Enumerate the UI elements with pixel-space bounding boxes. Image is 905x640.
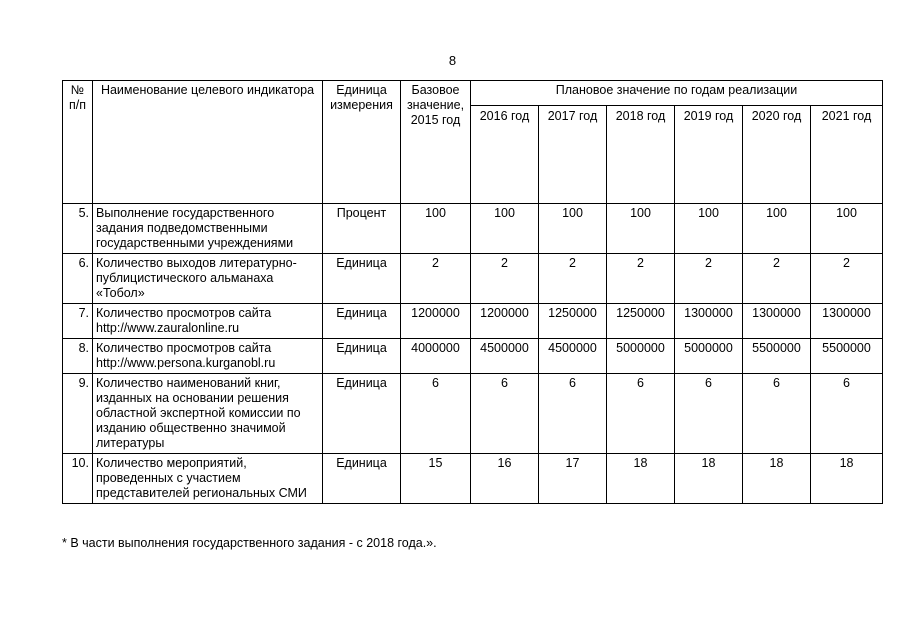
row-value: 2 <box>743 254 811 304</box>
row-name: Количество наименований книг, изданных на основании решения областной экспертной комиссии по изданию общественно значимой литературы <box>93 374 323 454</box>
row-value: 6 <box>539 374 607 454</box>
row-value: 5500000 <box>743 339 811 374</box>
row-base: 2 <box>401 254 471 304</box>
table-row <box>63 339 883 374</box>
row-base: 4000000 <box>401 339 471 374</box>
row-value: 18 <box>743 454 811 504</box>
row-value: 18 <box>811 454 883 504</box>
header-planned: Плановое значение по годам реализации <box>471 81 883 106</box>
header-year: 2021 год <box>811 106 883 204</box>
row-unit: Единица <box>323 339 401 374</box>
row-value: 6 <box>607 374 675 454</box>
row-name: Количество мероприятий, проведенных с участием представителей региональных СМИ <box>93 454 323 504</box>
row-num: 9. <box>63 374 93 454</box>
row-unit: Единица <box>323 454 401 504</box>
row-value: 4500000 <box>471 339 539 374</box>
footnote: * В части выполнения государственного задания - с 2018 года.». <box>62 536 437 550</box>
row-value: 1250000 <box>607 304 675 339</box>
table-row <box>63 254 883 304</box>
row-value: 6 <box>471 374 539 454</box>
row-value: 1300000 <box>675 304 743 339</box>
row-num: 8. <box>63 339 93 374</box>
row-value: 2 <box>675 254 743 304</box>
table-header-row <box>63 81 883 106</box>
header-base: Базовое значение, 2015 год <box>401 81 471 204</box>
row-value: 5000000 <box>675 339 743 374</box>
row-num: 6. <box>63 254 93 304</box>
row-value: 6 <box>675 374 743 454</box>
row-value: 1300000 <box>743 304 811 339</box>
header-unit: Единица измерения <box>323 81 401 204</box>
row-value: 18 <box>675 454 743 504</box>
row-value: 2 <box>607 254 675 304</box>
row-name: Количество выходов литературно-публицистического альманаха «Тобол» <box>93 254 323 304</box>
row-value: 100 <box>471 204 539 254</box>
row-value: 17 <box>539 454 607 504</box>
row-base: 1200000 <box>401 304 471 339</box>
row-value: 6 <box>743 374 811 454</box>
row-num: 10. <box>63 454 93 504</box>
indicators-table <box>62 80 883 504</box>
row-value: 2 <box>471 254 539 304</box>
row-value: 1200000 <box>471 304 539 339</box>
row-num: 5. <box>63 204 93 254</box>
row-name: Количество просмотров сайта http://www.persona.kurganobl.ru <box>93 339 323 374</box>
header-name: Наименование целевого индикатора <box>93 81 323 204</box>
header-num: № п/п <box>63 81 93 204</box>
table-row <box>63 204 883 254</box>
page-number: 8 <box>448 53 457 68</box>
row-value: 100 <box>743 204 811 254</box>
row-value: 5500000 <box>811 339 883 374</box>
row-value: 100 <box>811 204 883 254</box>
row-name: Количество просмотров сайта http://www.zauralonline.ru <box>93 304 323 339</box>
header-year: 2019 год <box>675 106 743 204</box>
row-name: Выполнение государственного задания подведомственными государственными учреждениями <box>93 204 323 254</box>
row-base: 15 <box>401 454 471 504</box>
row-unit: Единица <box>323 254 401 304</box>
row-value: 6 <box>811 374 883 454</box>
row-value: 1300000 <box>811 304 883 339</box>
row-value: 4500000 <box>539 339 607 374</box>
row-value: 1250000 <box>539 304 607 339</box>
row-value: 5000000 <box>607 339 675 374</box>
row-value: 100 <box>607 204 675 254</box>
row-unit: Единица <box>323 374 401 454</box>
row-num: 7. <box>63 304 93 339</box>
row-value: 16 <box>471 454 539 504</box>
row-value: 18 <box>607 454 675 504</box>
row-value: 100 <box>675 204 743 254</box>
header-year: 2020 год <box>743 106 811 204</box>
table-row <box>63 304 883 339</box>
row-unit: Процент <box>323 204 401 254</box>
row-base: 100 <box>401 204 471 254</box>
row-unit: Единица <box>323 304 401 339</box>
table-row <box>63 374 883 454</box>
row-value: 100 <box>539 204 607 254</box>
row-value: 2 <box>811 254 883 304</box>
row-base: 6 <box>401 374 471 454</box>
header-year: 2016 год <box>471 106 539 204</box>
row-value: 2 <box>539 254 607 304</box>
header-year: 2017 год <box>539 106 607 204</box>
table-row <box>63 454 883 504</box>
header-year: 2018 год <box>607 106 675 204</box>
